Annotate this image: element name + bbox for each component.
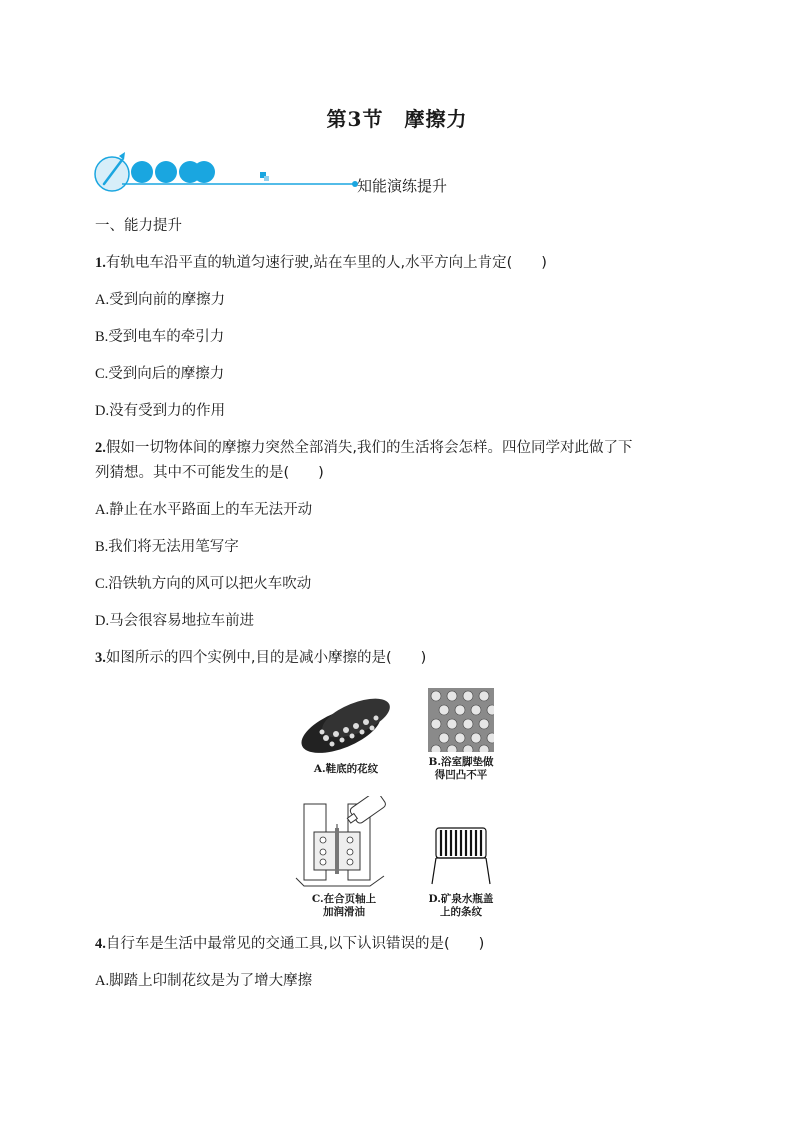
option-1a: A.受到向前的摩擦力 bbox=[95, 292, 226, 308]
question-4: 4.自行车是生活中最常见的交通工具,以下认识错误的是( ) bbox=[95, 936, 485, 952]
figure-d-caption-2: 上的条纹 bbox=[440, 906, 482, 918]
figure-a-caption: A.鞋底的花纹 bbox=[313, 763, 379, 775]
figure-c-caption-2: 加润滑油 bbox=[323, 906, 365, 918]
question-3: 3.如图所示的四个实例中,目的是减小摩擦的是( ) bbox=[95, 650, 427, 666]
question-2-cont: 列猜想。其中不可能发生的是( ) bbox=[95, 465, 324, 481]
option-2b: B.我们将无法用笔写字 bbox=[95, 539, 239, 555]
option-1d: D.没有受到力的作用 bbox=[95, 403, 226, 419]
banner-label: 知能演练提升 bbox=[357, 177, 448, 195]
figure-c-caption-1: C.在合页轴上 bbox=[311, 893, 377, 905]
figure-b-caption-2: 得凹凸不平 bbox=[434, 769, 488, 781]
option-2a: A.静止在水平路面上的车无法开动 bbox=[95, 502, 313, 518]
option-2c: C.沿铁轨方向的风可以把火车吹动 bbox=[95, 576, 312, 592]
hinge-oil-figure bbox=[294, 796, 394, 888]
figure-d-caption-1: D.矿泉水瓶盖 bbox=[428, 893, 494, 905]
figure-b-caption-1: B.浴室脚垫做 bbox=[428, 756, 494, 768]
shoe-sole-figure bbox=[296, 688, 396, 758]
bath-mat-figure bbox=[428, 688, 494, 752]
option-1b: B.受到电车的牵引力 bbox=[95, 329, 225, 345]
page-title: 第3节 摩擦力 bbox=[326, 107, 468, 131]
question-2: 2.假如一切物体间的摩擦力突然全部消失,我们的生活将会怎样。四位同学对此做了下 bbox=[95, 440, 633, 456]
option-4a: A.脚踏上印制花纹是为了增大摩擦 bbox=[95, 973, 313, 989]
section-heading: 一、能力提升 bbox=[95, 218, 182, 234]
option-1c: C.受到向后的摩擦力 bbox=[95, 366, 225, 382]
option-2d: D.马会很容易地拉车前进 bbox=[95, 613, 255, 629]
bottle-cap-figure bbox=[428, 826, 494, 888]
question-1: 1.有轨电车沿平直的轨道匀速行驶,站在车里的人,水平方向上肯定( ) bbox=[95, 255, 547, 271]
section-banner bbox=[92, 148, 362, 196]
